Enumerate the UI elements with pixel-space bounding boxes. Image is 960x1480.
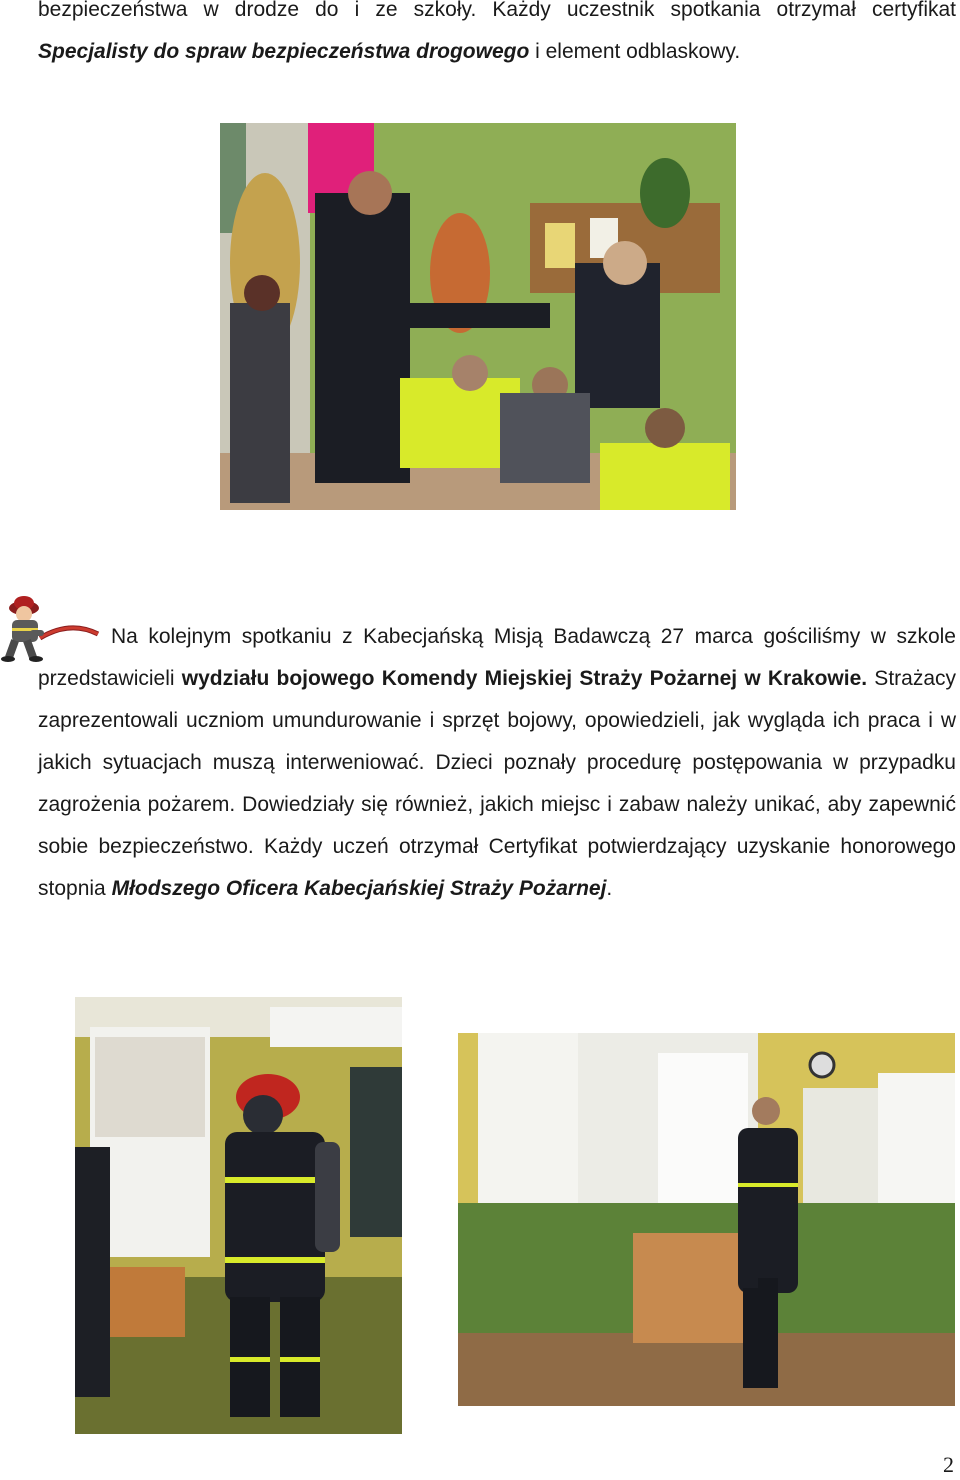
firefighter-in-gear-photo <box>75 997 402 1434</box>
classroom-police-officer-photo <box>220 123 736 510</box>
page-number: 2 <box>943 1452 954 1477</box>
certificate-title-road-safety: Specjalisty do spraw bezpieczeństwa drogowego <box>38 40 530 63</box>
main-text-1: Na kolejnym spotkaniu z Kabecjańską Misją Badawczą 27 marca gościliśmy w szkole przedstawicieli <box>38 625 956 690</box>
certificate-title-fire-officer: Młodszego Oficera Kabecjańskiej Straży Pożarnej <box>111 877 607 900</box>
intro-text-2: i element odblaskowy. <box>529 40 741 63</box>
main-text-2: Strażacy zaprezentowali uczniom umundurowanie i sprzęt bojowy, opowiedzieli, jak wygląda ich praca i w jakich sytuacjach muszą interweniować. Dzieci poznały procedurę postępowania w przypadku zagrożenia pożarem. Dowiedziały się również, jakich miejsc i zabaw należy unikać, aby zapewnić sobie bezpieczeństwo. Każdy uczeń otrzymał Certyfikat potwierdzający uzyskanie honorowego stopnia <box>38 667 956 900</box>
fire-department-name: wydziału bojowego Komendy Miejskiej Straży Pożarnej w Krakowie. <box>181 667 868 690</box>
firefighter-classroom-photo <box>458 1033 955 1406</box>
intro-text-1: bezpieczeństwa w drodze do i ze szkoły. Każdy uczestnik spotkania otrzymał certyfikat <box>38 0 956 21</box>
main-paragraph <box>38 616 956 910</box>
intro-paragraph <box>38 0 956 73</box>
main-text-3: . <box>606 877 613 900</box>
